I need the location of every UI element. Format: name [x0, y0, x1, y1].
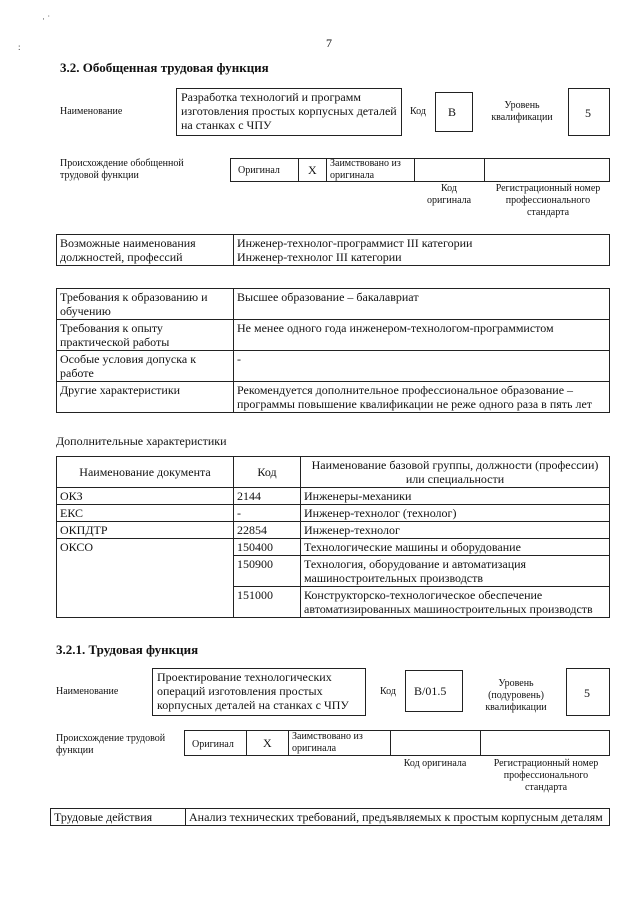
- position-item: Инженер-технолог-программист III категории: [237, 236, 473, 250]
- table-row: Другие характеристики Рекомендуется дополнительное профессиональное образование – программы повышение квалификации не реже одного раза в пять лет: [57, 382, 610, 413]
- header-group: Наименование базовой группы, должности (профессии) или специальности: [301, 457, 610, 488]
- fn-level-value: 5: [584, 686, 590, 700]
- fn-code-label: Код: [380, 686, 396, 697]
- additional-table: [56, 456, 610, 618]
- table-row: 151000 Конструкторско-технологическое обеспечение автоматизированных машиностроительных производств: [57, 587, 610, 618]
- fn-level-label: Уровень (подуровень) квалификации: [485, 678, 547, 713]
- section-title: 3.2. Обобщенная трудовая функция: [60, 60, 269, 75]
- code-label: Код: [410, 106, 426, 117]
- requirements-table: [56, 288, 610, 413]
- fn-name-label: Наименование: [56, 686, 119, 697]
- fn-name: Проектирование технологических операций изготовления простых корпусных деталей на станках с ЧПУ: [157, 670, 349, 712]
- code-value: B: [448, 105, 457, 119]
- fn-borrowed-label: Заимствовано из оригинала: [292, 731, 363, 754]
- table-row: Требования к образованию и обучению Высшее образование – бакалавриат: [57, 289, 610, 320]
- positions-table: [56, 234, 610, 266]
- table-row: ЕКС - Инженер-технолог (технолог): [57, 505, 610, 522]
- fn-origin-label: Происхождение трудовой функции: [56, 733, 166, 756]
- page-number: 7: [326, 36, 332, 50]
- scan-mark: :: [18, 42, 21, 52]
- fn-origin-code-label: Код оригинала: [403, 758, 467, 769]
- positions-label: Возможные наименования должностей, профессий: [57, 235, 234, 266]
- name-label: Наименование: [60, 106, 123, 117]
- fn-original-label: Оригинал: [192, 739, 234, 750]
- additional-title: Дополнительные характеристики: [56, 434, 227, 448]
- level-label: Уровень квалификации: [491, 100, 553, 123]
- header-code: Код: [234, 457, 301, 488]
- borrowed-label: Заимствовано из оригинала: [330, 158, 401, 181]
- origin-code-label: Код оригинала: [426, 183, 472, 206]
- original-label: Оригинал: [238, 165, 280, 176]
- origin-label: Происхождение обобщенной трудовой функции: [60, 158, 184, 181]
- fn-reg-number-label: Регистрационный номер профессионального стандарта: [493, 758, 599, 793]
- actions-value: Анализ технических требований, предъявляемых к простым корпусным деталям: [186, 809, 610, 826]
- position-item: Инженер-технолог III категории: [237, 250, 402, 264]
- table-row: ОКПДТР 22854 Инженер-технолог: [57, 522, 610, 539]
- scan-mark: · ˙: [42, 14, 51, 24]
- original-mark: X: [308, 163, 317, 177]
- function-title: 3.2.1. Трудовая функция: [56, 642, 199, 657]
- table-row: ОКЗ 2144 Инженеры-механики: [57, 488, 610, 505]
- reg-number-label: Регистрационный номер профессионального стандарта: [495, 183, 601, 218]
- table-row: Особые условия допуска к работе -: [57, 351, 610, 382]
- table-row: ОКСО 150400 Технологические машины и оборудование: [57, 539, 610, 556]
- fn-original-mark: X: [263, 736, 272, 750]
- actions-table: [50, 808, 610, 826]
- table-row: Требования к опыту практической работы Не менее одного года инженером-технологом-программистом: [57, 320, 610, 351]
- actions-label: Трудовые действия: [51, 809, 186, 826]
- level-value: 5: [585, 106, 591, 120]
- fn-code-value: B/01.5: [414, 684, 447, 698]
- header-doc: Наименование документа: [57, 457, 234, 488]
- function-name: Разработка технологий и программ изготовления простых корпусных деталей на станках с ЧПУ: [181, 90, 397, 132]
- table-row: 150900 Технология, оборудование и автоматизация машиностроительных производств: [57, 556, 610, 587]
